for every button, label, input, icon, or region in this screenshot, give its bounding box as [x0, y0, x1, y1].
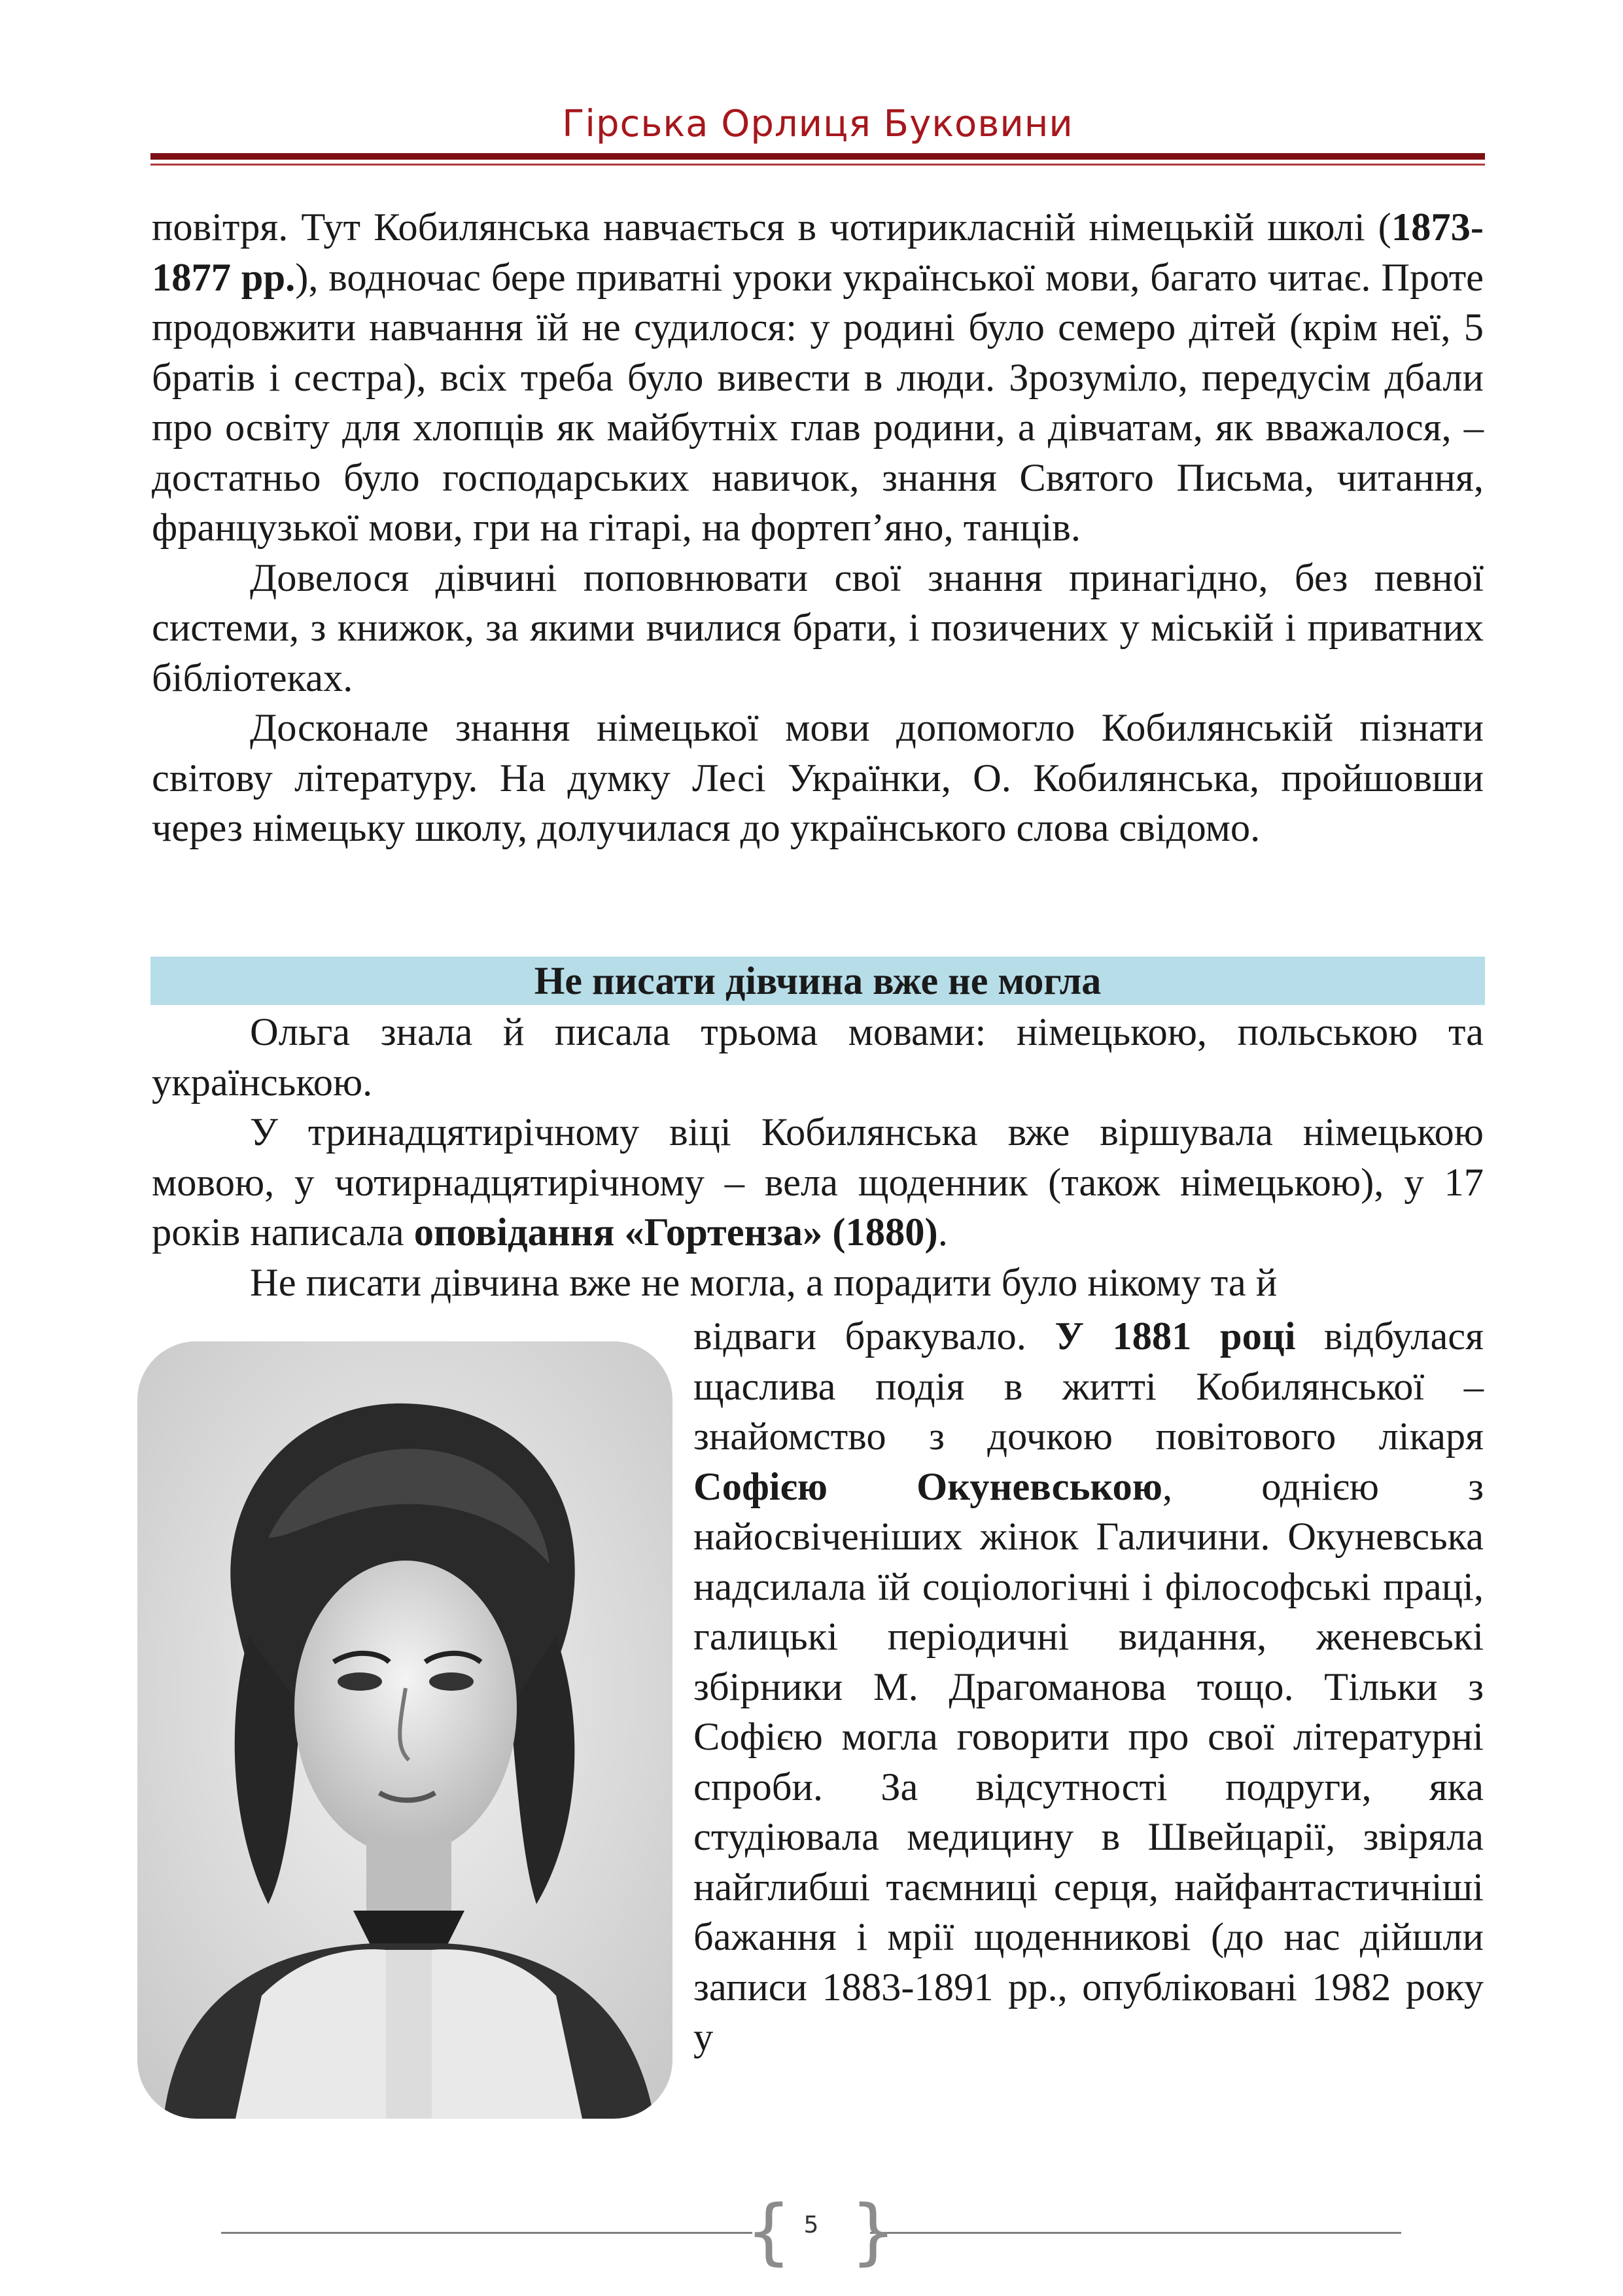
page-header-title: Гірська Орлиця Буковини [562, 103, 1073, 145]
paragraph-continuation: відваги бракувало. У 1881 році відбулася щаслива подія в житті Кобилянської – знайомство з дочкою повітового лікаря Софією Окуневською, однією з найосвіченіших жінок Галичини. Окуневська надсилала їй соціологічні і філософські праці, галицькі періодичні видання, женевські збірники М. Драгоманова тощо. Тільки з Софією могла говорити про свої літературні спроби. За відсутності подруги, яка студіювала медицину в Швейцарії, звіряла найглибші таємниці серця, найфантастичніші бажання і мрії щоденникові (до нас дійшли записи 1883-1891 рр., опубліковані 1982 року у [693, 1315, 1484, 2059]
footer-rule-left [221, 2232, 752, 2234]
footer-rule-right [870, 2232, 1401, 2234]
portrait-photo [137, 1341, 672, 2119]
page-number: 5 [803, 2212, 819, 2238]
right-brace-icon: } [850, 2189, 896, 2273]
section-heading: Не писати дівчина вже не могла [150, 957, 1485, 1005]
paragraph: повітря. Тут Кобилянська навчається в чотирикласній німецькій школі (1873-1877 рр.), водночас бере приватні уроки української мови, багато читає. Проте продовжити навчання їй не судилося: у родині було семеро дітей (крім неї, 5 братів і сестра), всіх треба було вивести в люди. Зрозуміло, передусім дбали про освіту для хлопців як майбутніх глав родини, а дівчатам, як вважалося, – достатньо було господарських навичок, знання Святого Письма, читання, французької мови, гри на гітарі, на фортеп’яно, танців. [152, 205, 1484, 550]
paragraph: Досконале знання німецької мови допомогло Кобилянській пізнати світову літературу. На думку Лесі Українки, О. Кобилянська, пройшовши через німецьку школу, долучилася до українського слова свідомо. [152, 706, 1484, 850]
text-block-2 [152, 1008, 1484, 1308]
text-beside-portrait [693, 1312, 1484, 2063]
portrait-illustration [137, 1341, 672, 2119]
paragraph: У тринадцятирічному віці Кобилянська вже віршувала німецькою мовою, у чотирнадцятирічному – вела щоденник (також німецькою), у 17 років написала оповідання «Гортенза» (1880). [152, 1110, 1484, 1254]
left-brace-icon: { [746, 2189, 792, 2273]
paragraph-lead-in: Не писати дівчина вже не могла, а порадити було нікому та й [250, 1260, 1278, 1305]
paragraph: Довелося дівчині поповнювати свої знання принагідно, без певної системи, з книжок, за якими вчилися брати, і позичених у міській і приватних бібліотеках. [152, 556, 1484, 700]
header-rule-thin [150, 164, 1485, 166]
header-rule-thick [150, 153, 1485, 160]
text-block-1 [152, 203, 1484, 854]
paragraph: Ольга знала й писала трьома мовами: німецькою, польською та українською. [152, 1010, 1484, 1104]
